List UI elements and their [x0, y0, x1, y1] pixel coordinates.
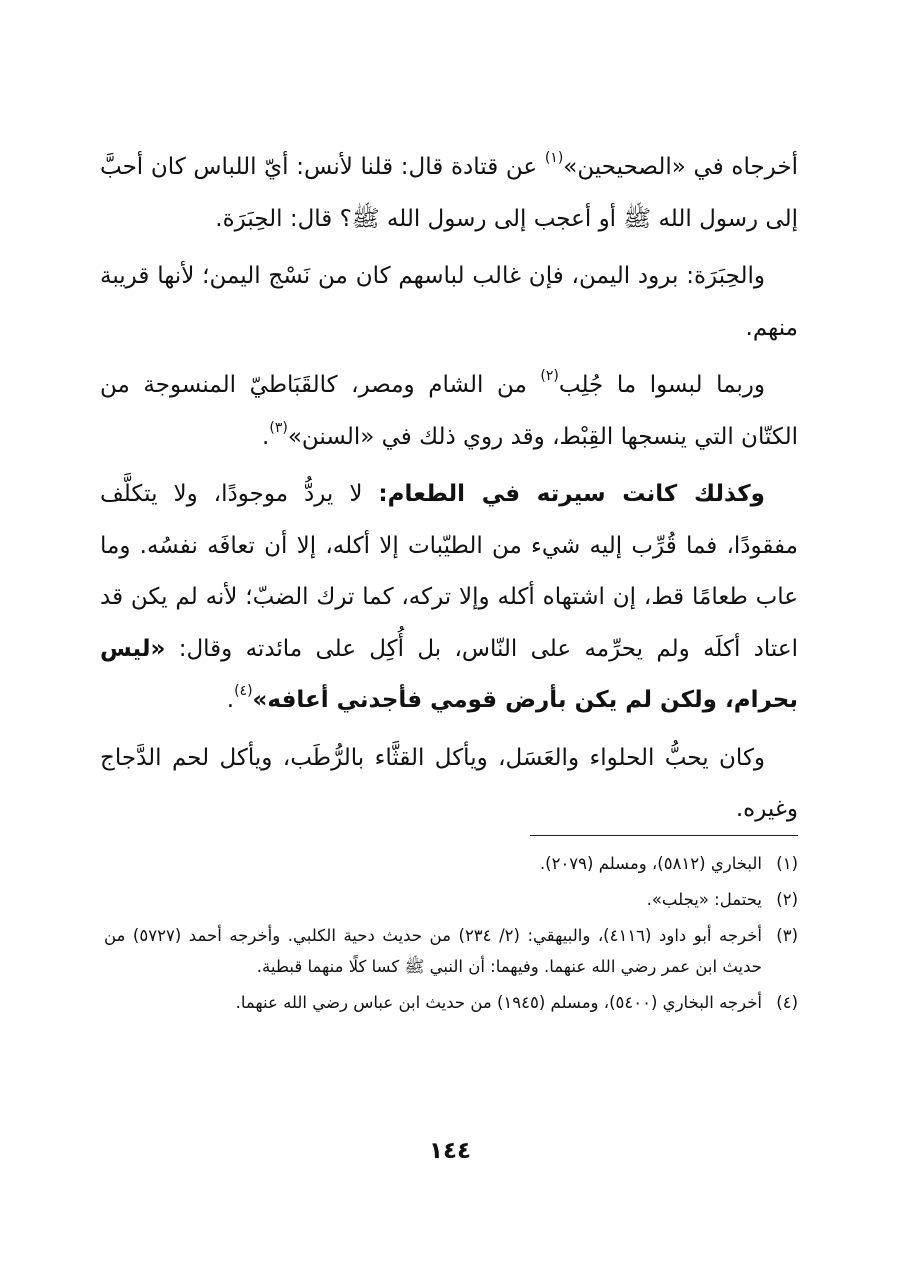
paragraph-5: وكان يحبُّ الحلواء والعَسَل، ويأكل القثَّاء بالرُّطَب، ويأكل لحم الدَّجاج وغيره. — [100, 744, 798, 822]
footnote-ref-4: (٤) — [234, 683, 253, 699]
paragraph-4-text-b: . — [226, 687, 235, 713]
footnote-text: أخرجه أبو داود (٤١١٦)، والبيهقي: (٢/ ٢٣٤) من حديث دحية الكلبي. وأخرجه أحمد (٥٧٢٧) من حديث ابن عمر رضي الله عنهما. وفيهما: أن النبي ﷺ كسا كلًا منهما قبطية. — [104, 926, 762, 976]
footnote-text: أخرجه البخاري (٥٤٠٠)، ومسلم (١٩٤٥) من حديث ابن عباس رضي الله عنهما. — [235, 993, 762, 1012]
paragraph-2: والحِبَرَة: برود اليمن، فإن غالب لباسهم كان من نَسْج اليمن؛ لأنها قريبة منهم. — [100, 263, 798, 341]
section-heading: وكذلك كانت سيرته في الطعام: — [378, 481, 765, 507]
hadith-quote: «ليس بحرام، ولكن لم يكن بأرض قومي فأجدني أعافه» — [100, 635, 798, 713]
paragraph-3-text-b: من الشام ومصر، كالقَبَاطيّ المنسوجة من الكتّان التي ينسجها القِبْط، وقد روي ذلك في «السنن» — [100, 372, 798, 450]
paragraph-3 — [100, 360, 798, 463]
footnote-number: (٣) — [776, 926, 798, 945]
paragraph-4-text-a: لا يردُّ موجودًا، ولا يتكلَّف مفقودًا، فما قُرِّب إليه شيء من الطيّبات إلا أكله، إلا أن تعافَه نفسُه. وما عاب طعامًا قط، إن اشتهاه أكله وإلا تركه، كما ترك الضبّ؛ لأنه لم يكن قد اعتاد أكلَه ولم يحرِّمه على النّاس، بل أُكِل على مائدته وقال: — [100, 481, 798, 662]
main-text — [100, 142, 798, 842]
footnote-text: البخاري (٥٨١٢)، ومسلم (٢٠٧٩). — [539, 854, 762, 873]
footnote-item — [104, 920, 798, 982]
footnote-item — [104, 987, 798, 1018]
footnote-ref-1: (١) — [544, 150, 564, 166]
paragraph-1-text-b: عن قتادة قال: قلنا لأنس: أيّ اللباس كان أحبَّ إلى رسول الله ﷺ أو أعجب إلى رسول الله ﷺ؟ قال: الحِبَرَة. — [100, 154, 798, 232]
paragraph-1-text-a: أخرجاه في «الصحيحين» — [563, 154, 798, 180]
page-number: ١٤٤ — [428, 1138, 472, 1164]
footnote-item — [104, 848, 798, 879]
footnote-text: يحتمل: «يجلب». — [646, 890, 762, 909]
paragraph-3-text-c: . — [262, 423, 270, 450]
footnote-number: (٤) — [776, 993, 798, 1012]
footnote-number: (١) — [776, 854, 798, 873]
footnote-divider — [530, 835, 798, 836]
footnotes — [104, 848, 798, 1023]
footnote-ref-3: (٣) — [269, 419, 288, 436]
paragraph-1 — [100, 142, 798, 245]
paragraph-4 — [100, 469, 798, 727]
paragraph-3-text-a: وربما لبسوا ما جُلِب — [558, 372, 765, 398]
footnote-number: (٢) — [776, 890, 798, 909]
footnote-ref-2: (٢) — [540, 368, 559, 384]
footnote-item — [104, 884, 798, 915]
